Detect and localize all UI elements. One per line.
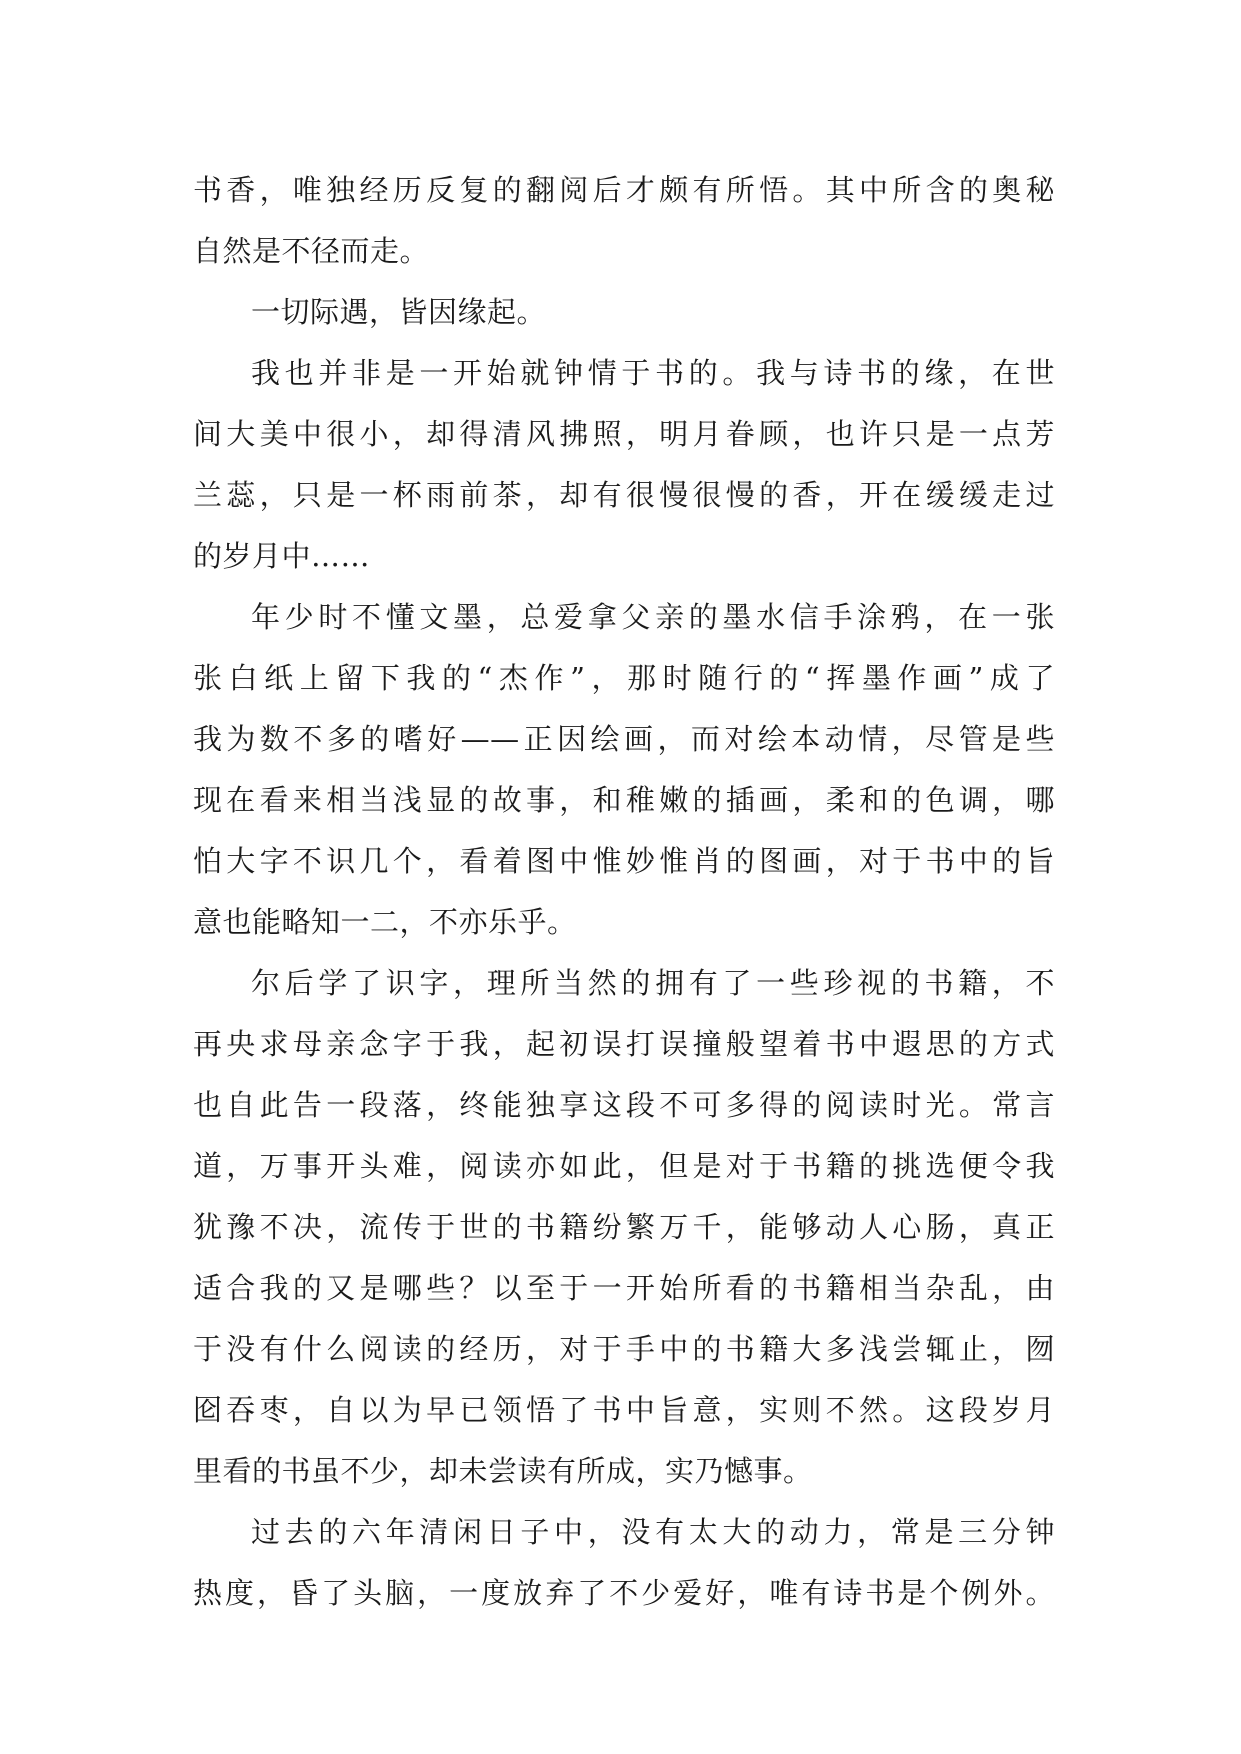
paragraph (193, 1502, 1055, 1624)
text-line: 自然是不径而走。 (193, 234, 430, 268)
text-line: 热度，昏了头脑，一度放弃了不少爱好，唯有诗书是个例外。 (193, 1576, 1055, 1610)
paragraph (193, 160, 1055, 282)
text-line: 兰蕊，只是一杯雨前茶，却有很慢很慢的香，开在缓缓走过 (193, 478, 1055, 512)
text-line: 尔后学了识字，理所当然的拥有了一些珍视的书籍，不 (251, 966, 1055, 1000)
text-line: 怕大字不识几个，看着图中惟妙惟肖的图画，对于书中的旨 (193, 844, 1055, 878)
text-line: 再央求母亲念字于我，起初误打误撞般望着书中遐思的方式 (193, 1027, 1055, 1061)
text-line: 于没有什么阅读的经历，对于手中的书籍大多浅尝辄止，囫 (193, 1332, 1055, 1366)
text-line: 也自此告一段落，终能独享这段不可多得的阅读时光。常言 (193, 1088, 1055, 1122)
paragraph (193, 953, 1055, 1502)
paragraph (193, 587, 1055, 953)
text-line: 意也能略知一二，不亦乐乎。 (193, 905, 577, 939)
text-line: 里看的书虽不少，却未尝读有所成，实乃憾事。 (193, 1454, 813, 1488)
text-line: 张白纸上留下我的“杰作”，那时随行的“挥墨作画”成了 (193, 661, 1055, 695)
text-line: 我也并非是一开始就钟情于书的。我与诗书的缘，在世 (251, 356, 1055, 390)
paragraph (193, 282, 1055, 343)
text-line: 的岁月中…… (193, 539, 371, 573)
text-line: 道，万事开头难，阅读亦如此，但是对于书籍的挑选便令我 (193, 1149, 1055, 1183)
text-line: 犹豫不决，流传于世的书籍纷繁万千，能够动人心肠，真正 (193, 1210, 1055, 1244)
text-line: 书香，唯独经历反复的翻阅后才颇有所悟。其中所含的奥秘 (193, 173, 1055, 207)
text-line: 过去的六年清闲日子中，没有太大的动力，常是三分钟 (251, 1515, 1055, 1549)
text-line: 我为数不多的嗜好——正因绘画，而对绘本动情，尽管是些 (193, 722, 1055, 756)
text-line: 年少时不懂文墨，总爱拿父亲的墨水信手涂鸦，在一张 (251, 600, 1055, 634)
text-line: 间大美中很小，却得清风拂照，明月眷顾，也许只是一点芳 (193, 417, 1055, 451)
text-line: 现在看来相当浅显的故事，和稚嫩的插画，柔和的色调，哪 (193, 783, 1055, 817)
body-text (193, 160, 1055, 1624)
text-line: 适合我的又是哪些？以至于一开始所看的书籍相当杂乱，由 (193, 1271, 1055, 1305)
paragraph (193, 343, 1055, 587)
text-line: 一切际遇，皆因缘起。 (251, 295, 547, 329)
text-line: 囵吞枣，自以为早已领悟了书中旨意，实则不然。这段岁月 (193, 1393, 1055, 1427)
